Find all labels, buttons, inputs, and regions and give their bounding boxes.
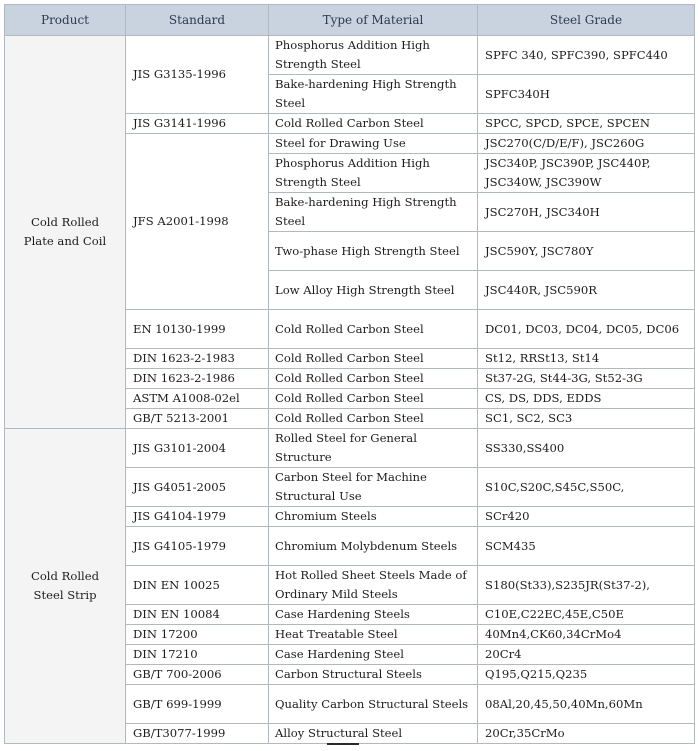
table-row <box>5 429 695 468</box>
steel-grade-cell: Q195,Q215,Q235 <box>478 665 695 685</box>
material-type-cell: Chromium Steels <box>269 507 478 527</box>
steel-grade-cell: C10E,C22EC,45E,C50E <box>478 605 695 625</box>
material-type-cell: Two-phase High Strength Steel <box>269 232 478 271</box>
standard-cell: ASTM A1008-02el <box>126 389 269 409</box>
steel-grade-cell: 20Cr,35CrMo <box>478 724 695 744</box>
material-type-cell: Low Alloy High Strength Steel <box>269 271 478 310</box>
material-type-cell: Heat Treatable Steel <box>269 625 478 645</box>
steel-grade-cell: JSC590Y, JSC780Y <box>478 232 695 271</box>
steel-grade-cell: SC1, SC2, SC3 <box>478 409 695 429</box>
material-type-cell: Bake-hardening High Strength Steel <box>269 75 478 114</box>
material-type-cell: Bake-hardening High Strength Steel <box>269 193 478 232</box>
material-type-cell: Cold Rolled Carbon Steel <box>269 409 478 429</box>
header-product: Product <box>5 5 126 36</box>
standard-cell: EN 10130-1999 <box>126 310 269 349</box>
steel-grade-cell: S10C,S20C,S45C,S50C, <box>478 468 695 507</box>
material-type-cell: Cold Rolled Carbon Steel <box>269 389 478 409</box>
standard-cell: DIN EN 10084 <box>126 605 269 625</box>
standard-cell: JIS G3141-1996 <box>126 114 269 134</box>
steel-grade-cell: JSC340P, JSC390P, JSC440P, JSC340W, JSC390W <box>478 154 695 193</box>
standard-cell: DIN 1623-2-1983 <box>126 349 269 369</box>
steel-grade-cell: St12, RRSt13, St14 <box>478 349 695 369</box>
steel-grade-cell: JSC440R, JSC590R <box>478 271 695 310</box>
steel-grade-cell: CS, DS, DDS, EDDS <box>478 389 695 409</box>
material-type-cell: Steel for Drawing Use <box>269 134 478 154</box>
material-type-cell: Phosphorus Addition High Strength Steel <box>269 36 478 75</box>
material-type-cell: Carbon Structural Steels <box>269 665 478 685</box>
header-steel-grade: Steel Grade <box>478 5 695 36</box>
standard-cell: JFS A2001-1998 <box>126 134 269 310</box>
standard-cell: GB/T 699-1999 <box>126 685 269 724</box>
standard-cell: JIS G3101-2004 <box>126 429 269 468</box>
steel-grade-cell: SPFC 340, SPFC390, SPFC440 <box>478 36 695 75</box>
product-line: Cold Rolled <box>30 215 100 229</box>
product-line: Steel Strip <box>33 588 97 602</box>
standard-cell: JIS G4105-1979 <box>126 527 269 566</box>
material-type-cell: Cold Rolled Carbon Steel <box>269 310 478 349</box>
steel-grade-cell: SCM435 <box>478 527 695 566</box>
standard-cell: GB/T 700-2006 <box>126 665 269 685</box>
steel-grade-cell: DC01, DC03, DC04, DC05, DC06 <box>478 310 695 349</box>
material-type-cell: Phosphorus Addition High Strength Steel <box>269 154 478 193</box>
steel-grade-cell: 20Cr4 <box>478 645 695 665</box>
steel-grade-cell: 40Mn4,CK60,34CrMo4 <box>478 625 695 645</box>
product-cell <box>5 429 126 744</box>
material-type-cell: Carbon Steel for Machine Structural Use <box>269 468 478 507</box>
standard-cell: DIN 17210 <box>126 645 269 665</box>
table-body <box>5 36 695 744</box>
standard-cell: DIN EN 10025 <box>126 566 269 605</box>
material-type-cell: Quality Carbon Structural Steels <box>269 685 478 724</box>
header-row <box>5 5 695 36</box>
steel-grade-cell: JSC270(C/D/E/F), JSC260G <box>478 134 695 154</box>
standard-cell: DIN 1623-2-1986 <box>126 369 269 389</box>
steel-grade-cell: 08Al,20,45,50,40Mn,60Mn <box>478 685 695 724</box>
steel-grades-table <box>4 4 695 744</box>
product-cell <box>5 36 126 429</box>
standard-cell: GB/T 5213-2001 <box>126 409 269 429</box>
material-type-cell: Cold Rolled Carbon Steel <box>269 349 478 369</box>
steel-grade-cell: SPCC, SPCD, SPCE, SPCEN <box>478 114 695 134</box>
standard-cell: JIS G3135-1996 <box>126 36 269 114</box>
header-standard: Standard <box>126 5 269 36</box>
steel-grade-cell: SCr420 <box>478 507 695 527</box>
standard-cell: DIN 17200 <box>126 625 269 645</box>
standard-cell: GB/T3077-1999 <box>126 724 269 744</box>
material-type-cell: Case Hardening Steels <box>269 605 478 625</box>
steel-grade-cell: JSC270H, JSC340H <box>478 193 695 232</box>
steel-grade-cell: SS330,SS400 <box>478 429 695 468</box>
material-type-cell: Alloy Structural Steel <box>269 724 478 744</box>
material-type-cell: Rolled Steel for General Structure <box>269 429 478 468</box>
product-line: Plate and Coil <box>23 234 107 248</box>
steel-grade-cell: SPFC340H <box>478 75 695 114</box>
material-type-cell: Chromium Molybdenum Steels <box>269 527 478 566</box>
standard-cell: JIS G4104-1979 <box>126 507 269 527</box>
standard-cell: JIS G4051-2005 <box>126 468 269 507</box>
material-type-cell: Hot Rolled Sheet Steels Made of Ordinary Mild Steels <box>269 566 478 605</box>
material-type-cell: Case Hardening Steel <box>269 645 478 665</box>
product-line: Cold Rolled <box>30 569 100 583</box>
steel-grade-cell: St37-2G, St44-3G, St52-3G <box>478 369 695 389</box>
steel-grade-cell: S180(St33),S235JR(St37-2), <box>478 566 695 605</box>
header-type-of-material: Type of Material <box>269 5 478 36</box>
table-row <box>5 36 695 75</box>
material-type-cell: Cold Rolled Carbon Steel <box>269 114 478 134</box>
page-bottom-mark <box>327 743 359 751</box>
material-type-cell: Cold Rolled Carbon Steel <box>269 369 478 389</box>
